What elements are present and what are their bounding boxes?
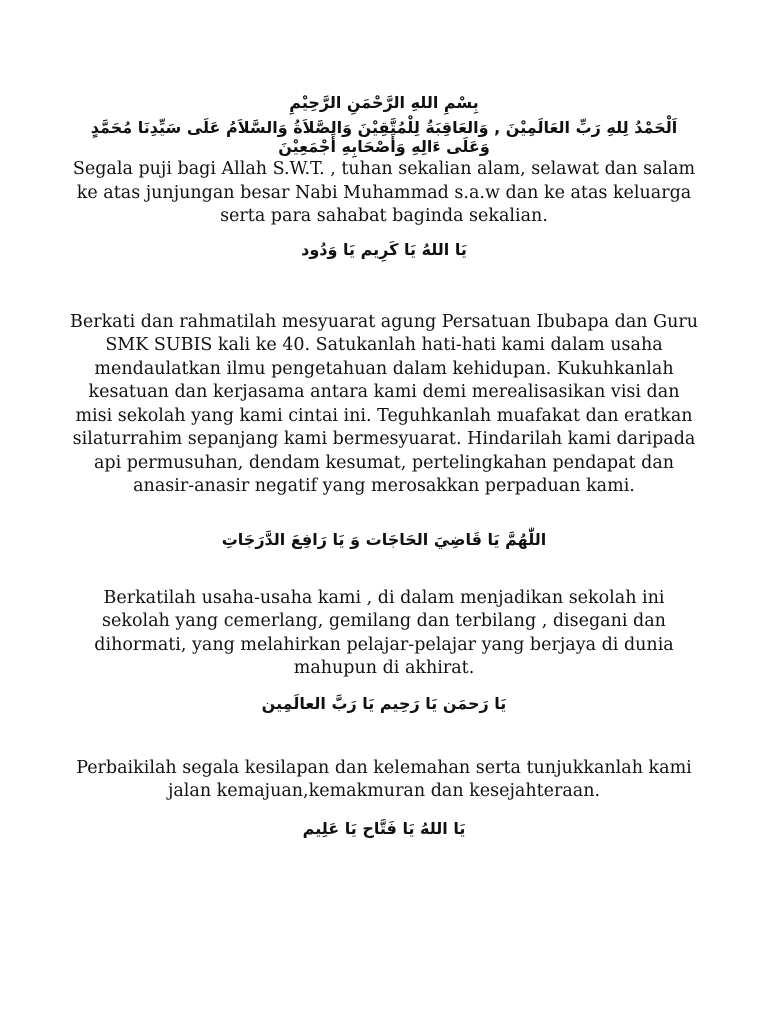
invocation-line-4: يَا اللهُ يَا فَتَّاح يَا عَلِيم	[302, 818, 466, 838]
prayer-paragraph-2: Berkatilah usaha-usaha kami , di dalam menjadikan sekolah ini sekolah yang cemerlang, gemilang dan terbilang , disegani dan dihormati, yang melahirkan pelajar-pelajar yang berjaya di dunia mahupun di akhirat.	[94, 587, 674, 678]
hamdalah-opening: اَلْحَمْدُ لِلهِ رَبِّ العَالَمِيْنَ , وَالعَاقِبَةُ لِلْمُتَّقِيْنَ وَالصَّلاَةُ وَالسَّلاَمُ عَلَى سَيِّدِنَا مُحَمَّدٍ وَعَلَى ءَالِهِ وَأَصْحَابِهِ أَجْمَعِيْنَ	[90, 118, 678, 156]
prayer-paragraph-1: Berkati dan rahmatilah mesyuarat agung Persatuan Ibubapa dan Guru SMK SUBIS kali ke 40. Satukanlah hati-hati kami dalam usaha mendaulatkan ilmu pengetahuan dalam kehidupan. Kukuhkanlah kesatuan dan kerjasama antara kami demi merealisasikan visi dan misi sekolah yang kami cintai ini. Teguhkanlah muafakat dan eratkan silaturrahim sepanjang kami bermesyuarat. Hindarilah kami daripada api permusuhan, dendam kesumat, pertelingkahan pendapat dan anasir-anasir negatif yang merosakkan perpaduan kami.	[70, 311, 699, 496]
invocation-line-2: اللّٰهُمَّ يَا قَاضِيَ الحَاجَات وَ يَا رَافِعَ الدَّرَجَاتِ	[221, 529, 547, 549]
salutation-paragraph: Segala puji bagi Allah S.W.T. , tuhan sekalian alam, selawat dan salam ke atas junjungan besar Nabi Muhammad s.a.w dan ke atas keluarga serta para sahabat baginda sekalian.	[72, 159, 696, 226]
prayer-paragraph-3: Perbaikilah segala kesilapan dan kelemahan serta tunjukkanlah kami jalan kemajuan,kemakmuran dan kesejahteraan.	[76, 757, 692, 801]
invocation-line-3: يَا رَحمَن يَا رَحِيم يَا رَبَّ العالَمِين	[261, 693, 507, 713]
invocation-line-1: يَا اللهُ يَا كَرِيم يَا وَدُود	[301, 239, 467, 259]
basmalah-heading: بِسْمِ اللهِ الرَّحْمَنِ الرَّحِيْمِ	[289, 93, 479, 112]
